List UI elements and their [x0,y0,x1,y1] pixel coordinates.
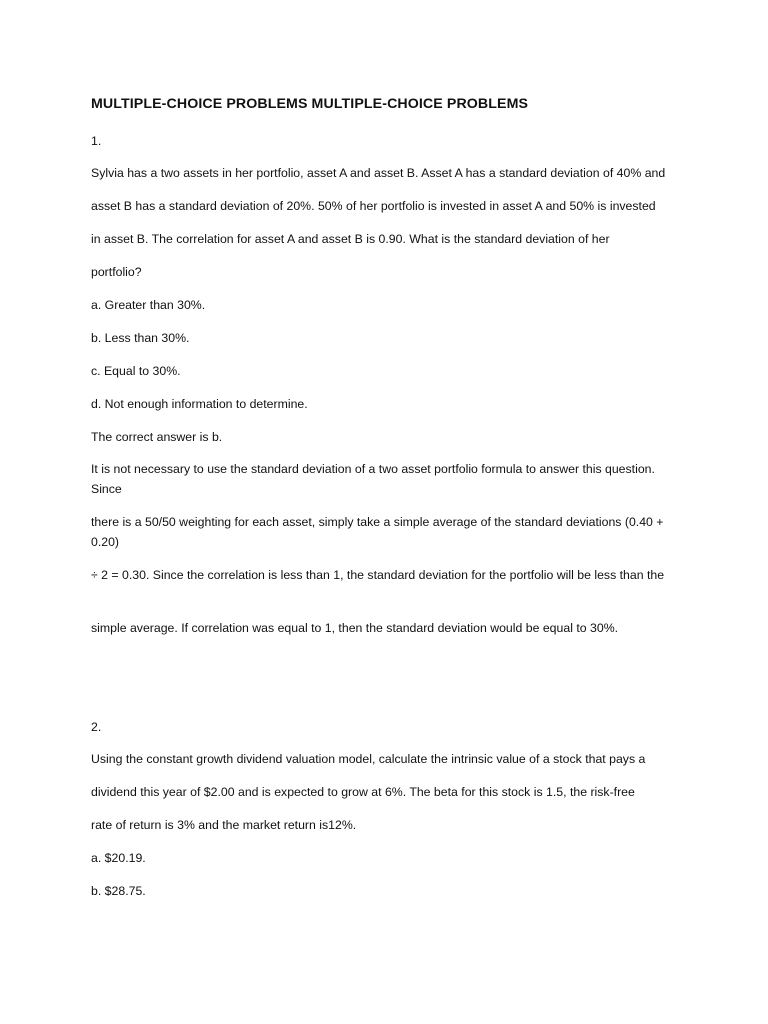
question-1-stem-line: Sylvia has a two assets in her portfolio, asset A and asset B. Asset A has a standard deviation of 40% and [91,166,666,180]
question-1-explanation-paragraph: It is not necessary to use the standard deviation of a two asset portfolio formula to answer this question. Since [91,462,655,496]
question-1-explanation-paragraph: ÷ 2 = 0.30. Since the correlation is less than 1, the standard deviation for the portfolio will be less than the [91,568,665,582]
question-2-stem-line: rate of return is 3% and the market return is12%. [91,818,357,832]
question-1-stem-line: in asset B. The correlation for asset A and asset B is 0.90. What is the standard deviation of her [91,232,610,246]
question-1-number: 1. [91,134,102,148]
question-1-answer: The correct answer is b. [91,430,223,444]
question-2-stem-line: dividend this year of $2.00 and is expected to grow at 6%. The beta for this stock is 1.5, the risk-free [91,785,635,799]
question-1-option-a: a. Greater than 30%. [91,298,206,312]
page-heading: MULTIPLE-CHOICE PROBLEMS MULTIPLE-CHOICE PROBLEMS [91,96,529,112]
question-1-stem-line: portfolio? [91,265,142,279]
question-1-option-b: b. Less than 30%. [91,331,190,345]
question-2-option-b: b. $28.75. [91,884,146,898]
question-1-explanation-paragraph: simple average. If correlation was equal to 1, then the standard deviation would be equal to 30%. [91,621,619,635]
question-1-option-c: c. Equal to 30%. [91,364,181,378]
question-2-number: 2. [91,720,102,734]
question-1-explanation-paragraph: there is a 50/50 weighting for each asset, simply take a simple average of the standard deviations (0.40 + 0.20) [91,515,664,549]
question-2-option-a: a. $20.19. [91,851,146,865]
question-1-option-d: d. Not enough information to determine. [91,397,308,411]
question-1-stem-line: asset B has a standard deviation of 20%. 50% of her portfolio is invested in asset A and 50% is invested [91,199,656,213]
question-2-stem-line: Using the constant growth dividend valuation model, calculate the intrinsic value of a stock that pays a [91,752,646,766]
